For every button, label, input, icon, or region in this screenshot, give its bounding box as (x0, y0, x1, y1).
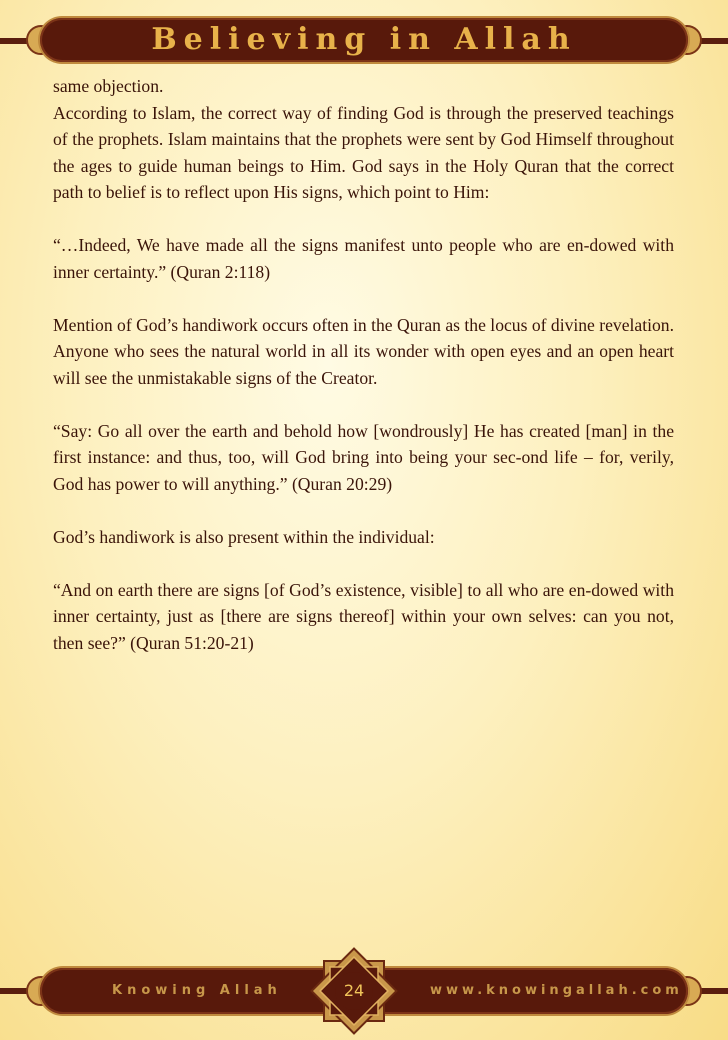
quote-quran-51-20-21: “And on earth there are signs [of God’s existence, visible] to all who are en-dowed with inner certainty, just as [there are signs thereof] within your own selves: can you not, then see?” (Quran 51:20-21) (53, 579, 674, 653)
paragraph-handiwork: Mention of God’s handiwork occurs often in the Quran as the locus of divine revelation. Anyone who sees the natural world in all its wonder with open eyes and an open heart will see the unmistakable signs of the Creator. (53, 314, 675, 388)
footer-website[interactable]: www.knowingallah.com (430, 983, 683, 998)
quote-quran-2-118: “…Indeed, We have made all the signs manifest unto people who are en-dowed with inner certainty.” (Quran 2:118) (53, 235, 674, 282)
paragraph-individual: God’s handiwork is also present within the individual: (53, 526, 435, 547)
paragraph-prophets: According to Islam, the correct way of finding God is through the preserved teachings of the prophets. Islam maintains that the prophets were sent by God Himself throughout the ages to guide human beings to Him. God says in the Holy Quran that the correct path to belief is to reflect upon His signs, which point to Him: (53, 102, 674, 202)
quote-quran-20-29: “Say: Go all over the earth and behold how [wondrously] He has created [man] in the first instance: and thus, too, will God bring into being your sec-ond life – for, verily, God has power to will anything.” (Quran 20:29) (53, 420, 674, 494)
page-number: 24 (343, 981, 365, 1000)
page-body (53, 73, 674, 683)
chapter-title: Believing in Allah (151, 22, 577, 57)
paragraph-continuation: same objection. (53, 76, 164, 96)
footer-book-title: Knowing Allah (112, 983, 282, 998)
